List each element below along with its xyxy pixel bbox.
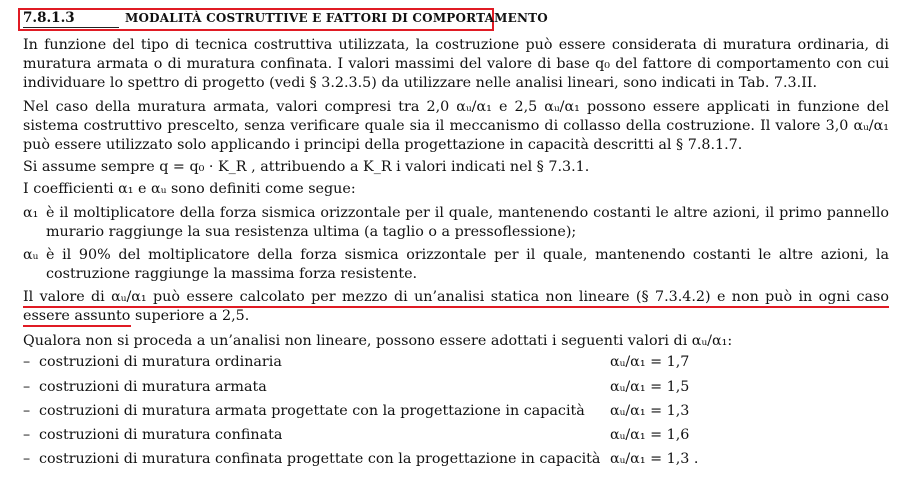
list-item-label: costruzioni di muratura confinata [39, 427, 283, 443]
paragraph-behaviour-factor: Si assume sempre q = q₀ · K_R , attribuendo a K_R i valori indicati nel § 7.3.1. [23, 159, 590, 175]
definition-text: è il 90% del moltiplicatore della forza sismica orizzontale per il quale, mantenendo costanti le altre azioni, la costruzione raggiunge la massima forza resistente. [46, 247, 889, 282]
paragraph-nonlinear-analysis: Il valore di αᵤ/α₁ può essere calcolato per mezzo di un’analisi statica non lineare (§ 7.3.4.2) e non può in ogni caso essere assunto superiore a 2,5. [23, 289, 889, 324]
section-title: MODALITÀ COSTRUTTIVE E FATTORI DI COMPORTAMENTO [125, 11, 548, 25]
list-item [23, 401, 883, 421]
paragraph-reinforced-masonry: Nel caso della muratura armata, valori compresi tra 2,0 αᵤ/α₁ e 2,5 αᵤ/α₁ possono essere applicati in funzione del sistema costruttivo prescelto, senza verificare quale sia il meccanismo di collasso della costruzione. Il valore 3,0 αᵤ/α₁ può essere utilizzato solo applicando i principi della progettazione in capacità descritti al § 7.8.1.7. [23, 99, 889, 153]
list-item [23, 425, 883, 445]
list-dash: – [23, 403, 31, 419]
list-item-label: costruzioni di muratura armata [39, 379, 267, 395]
section-number-underline [23, 27, 119, 28]
list-item-value: αᵤ/α₁ = 1,5 [610, 379, 690, 395]
list-item [23, 377, 883, 397]
list-dash: – [23, 427, 31, 443]
list-item [23, 352, 883, 372]
definition-symbol: α₁ [23, 205, 39, 221]
list-dash: – [23, 354, 31, 370]
definition-text: è il moltiplicatore della forza sismica orizzontale per il quale, mantenendo costanti le altre azioni, il primo pannello murario raggiunge la sua resistenza ultima (a taglio o a pressoflessione); [46, 205, 889, 240]
definition-symbol: αᵤ [23, 247, 39, 263]
paragraph-values-intro: Qualora non si proceda a un’analisi non lineare, possono essere adottati i seguenti valori di αᵤ/α₁: [23, 333, 733, 349]
list-dash: – [23, 379, 31, 395]
paragraph-coefficients-intro: I coefficienti α₁ e αᵤ sono definiti come segue: [23, 181, 356, 197]
paragraph-construction-types: In funzione del tipo di tecnica costruttiva utilizzata, la costruzione può essere considerata di muratura ordinaria, di muratura armata o di muratura confinata. I valori massimi del valore di base q₀ del fattore di comportamento con cui individuare lo spettro di progetto (vedi § 3.2.3.5) da utilizzare nelle analisi lineari, sono indicati in Tab. 7.3.II. [23, 37, 889, 91]
list-item [23, 449, 883, 469]
list-item-label: costruzioni di muratura ordinaria [39, 354, 282, 370]
list-dash: – [23, 451, 31, 467]
definition-alpha-u [23, 246, 889, 284]
list-item-label: costruzioni di muratura armata progettate con la progettazione in capacità [39, 403, 585, 419]
list-item-value: αᵤ/α₁ = 1,6 [610, 427, 690, 443]
list-item-value: αᵤ/α₁ = 1,3 . [610, 451, 699, 467]
red-underline [23, 325, 131, 327]
list-item-value: αᵤ/α₁ = 1,3 [610, 403, 690, 419]
section-number: 7.8.1.3 [23, 10, 75, 26]
definition-alpha-1 [23, 204, 889, 242]
list-item-value: αᵤ/α₁ = 1,7 [610, 354, 690, 370]
red-underline [23, 306, 889, 308]
list-item-label: costruzioni di muratura confinata progettate con la progettazione in capacità [39, 451, 601, 467]
